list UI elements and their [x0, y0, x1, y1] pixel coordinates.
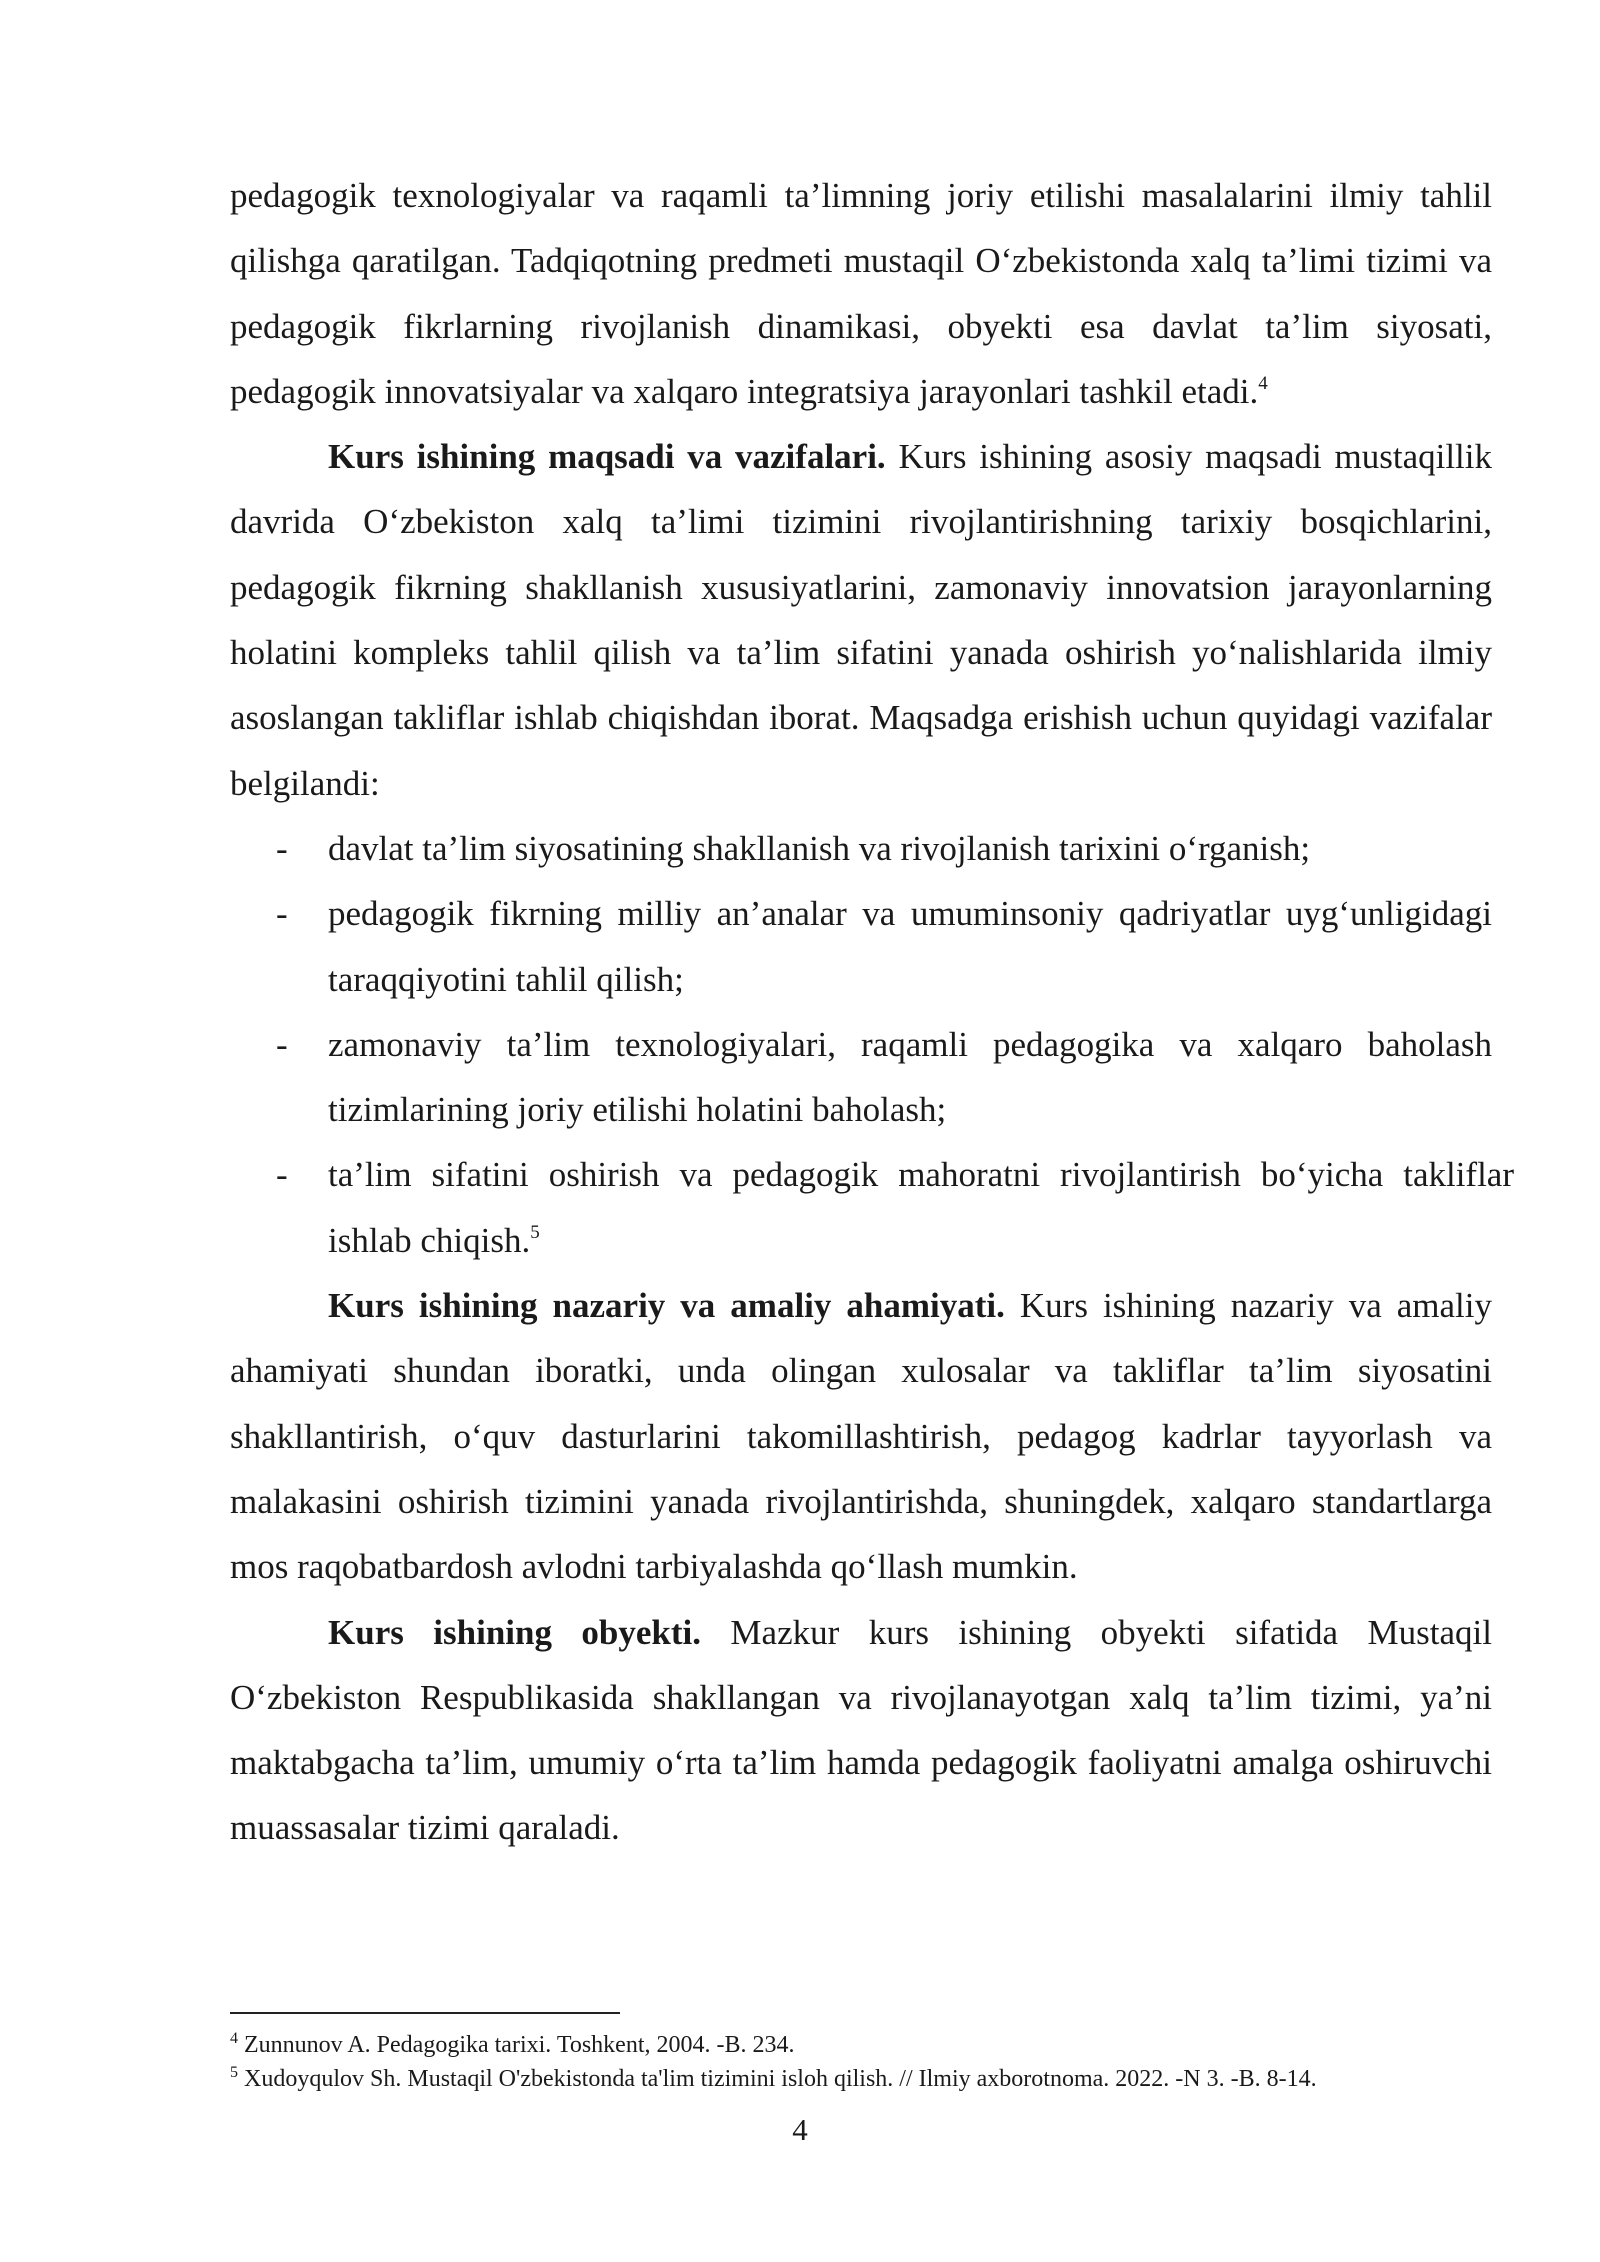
list-dash-marker: - [276, 1155, 288, 1195]
paragraph-goals [230, 424, 1492, 816]
footnote-number: 5 [230, 2064, 238, 2081]
task-list-item [230, 881, 1492, 1012]
page-number: 4 [792, 2112, 808, 2147]
task-list-item [230, 1142, 1514, 1273]
footnote-item [230, 2028, 1530, 2062]
footnote-item [230, 2062, 1530, 2096]
section-heading-significance: Kurs ishining nazariy va amaliy ahamiyati. [328, 1286, 1005, 1326]
task-list-item [230, 1012, 1492, 1143]
footnote-separator [230, 2012, 620, 2014]
section-heading-object: Kurs ishining obyekti. [328, 1612, 701, 1652]
task-item-text: davlat ta’lim siyosatining shakllanish va rivojlanish tarixini o‘rganish; [328, 828, 1311, 868]
paragraph-significance [230, 1273, 1492, 1599]
section-heading-goals: Kurs ishining maqsadi va vazifalari. [328, 437, 886, 477]
list-dash-marker: - [276, 828, 288, 868]
paragraph-text: Mazkur kurs ishining obyekti sifatida Mustaqil O‘zbekiston Respublikasida shakllangan va rivojlanayotgan xalq ta’lim tizimi, ya’ni maktabgacha ta’lim, umumiy o‘rta ta’lim hamda pedagogik faoliyatni amalga oshiruvchi muassasalar tizimi qaraladi. [230, 1612, 1492, 1848]
task-list-item [230, 816, 1492, 881]
paragraph-intro-continuation [230, 163, 1492, 424]
list-dash-marker: - [276, 894, 288, 934]
footnote-text: Zunnunov A. Pedagogika tarixi. Toshkent, 2004. -B. 234. [244, 2032, 795, 2058]
paragraph-text: Kurs ishining asosiy maqsadi mustaqillik davrida O‘zbekiston xalq ta’limi tizimini rivojlantirishning tarixiy bosqichlarini, pedagogik fikrning shakllanish xususiyatlarini, zamonaviy innovatsion jarayonlarning holatini kompleks tahlil qilish va ta’lim sifatini yanada oshirish yo‘nalishlarida ilmiy asoslangan takliflar ishlab chiqishdan iborat. Maqsadga erishish uchun quyidagi vazifalar belgilandi: [230, 437, 1492, 803]
footnote-ref-5[interactable]: 5 [530, 1221, 540, 1243]
task-item-text: pedagogik fikrning milliy an’analar va umuminsoniy qadriyatlar uyg‘unligidagi taraqqiyotini tahlil qilish; [328, 894, 1492, 999]
task-item-text: zamonaviy ta’lim texnologiyalari, raqamli pedagogika va xalqaro baholash tizimlarining joriy etilishi holatini baholash; [328, 1024, 1492, 1130]
task-list [230, 816, 1514, 1273]
footnote-text: Xudoyqulov Sh. Mustaqil O'zbekistonda ta'lim tizimini isloh qilish. // Ilmiy axborotnoma. 2022. -N 3. -B. 8-14. [244, 2066, 1317, 2092]
paragraph-text: Kurs ishining nazariy va amaliy ahamiyati shundan iboratki, unda olingan xulosalar va takliflar ta’lim siyosatini shakllantirish, o‘quv dasturlarini takomillashtirish, pedagog kadrlar tayyorlash va malakasini oshirish tizimini yanada rivojlantirishda, shuningdek, xalqaro standartlarga mos raqobatbardosh avlodni tarbiyalashda qo‘llash mumkin. [230, 1286, 1493, 1587]
list-dash-marker: - [276, 1024, 288, 1064]
task-item-text: ta’lim sifatini oshirish va pedagogik mahoratni rivojlantirish bo‘yicha takliflar ishlab chiqish. [328, 1155, 1514, 1260]
footnote-number: 4 [230, 2030, 238, 2047]
footnotes [230, 2028, 1530, 2096]
paragraph-text: pedagogik texnologiyalar va raqamli ta’limning joriy etilishi masalalarini ilmiy tahlil qilishga qaratilgan. Tadqiqotning predmeti mustaqil O‘zbekistonda xalq ta’limi tizimi va pedagogik fikrlarning rivojlanish dinamikasi, obyekti esa davlat ta’lim siyosati, pedagogik innovatsiyalar va xalqaro integratsiya jarayonlari tashkil etadi. [230, 176, 1492, 411]
document-body [230, 163, 1514, 1861]
footnote-ref-4[interactable]: 4 [1258, 372, 1268, 394]
task-item-text-with-ref [328, 1142, 1514, 1273]
paragraph-object [230, 1600, 1492, 1861]
